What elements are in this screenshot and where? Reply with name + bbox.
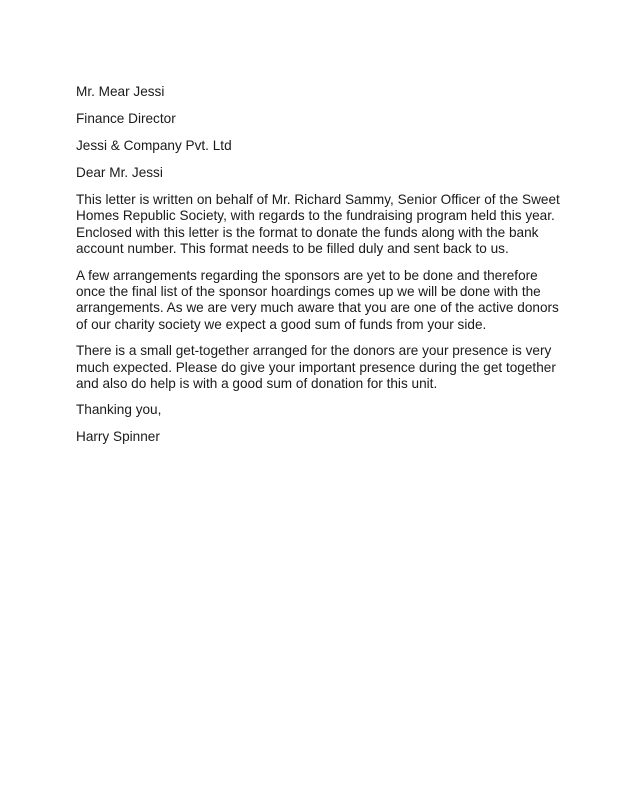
paragraph-purpose: This letter is written on behalf of Mr. Richard Sammy, Senior Officer of the Sweet Homes Republic Society, with regards to the fundraising program held this year. Enclosed with this letter is the format to donate the funds along with the bank account number. This format needs to be filled duly and sent back to us. [76,192,560,257]
signature: Harry Spinner [76,429,160,445]
paragraph-get-together: There is a small get-together arranged for the donors are your presence is very much expected. Please do give your important presence during the get together and also do help is with a good sum of donation for this unit. [76,343,556,392]
recipient-company: Jessi & Company Pvt. Ltd [76,138,232,153]
recipient-name: Mr. Mear Jessi [76,84,165,99]
recipient-title: Finance Director [76,111,176,126]
salutation: Dear Mr. Jessi [76,165,163,180]
paragraph-arrangements: A few arrangements regarding the sponsors are yet to be done and therefore once the final list of the sponsor hoardings comes up we will be done with the arrangements. As we are very much aware that you are one of the active donors of our charity society we expect a good sum of funds from your side. [76,267,559,332]
letter-body [76,84,566,456]
closing: Thanking you, [76,402,162,418]
